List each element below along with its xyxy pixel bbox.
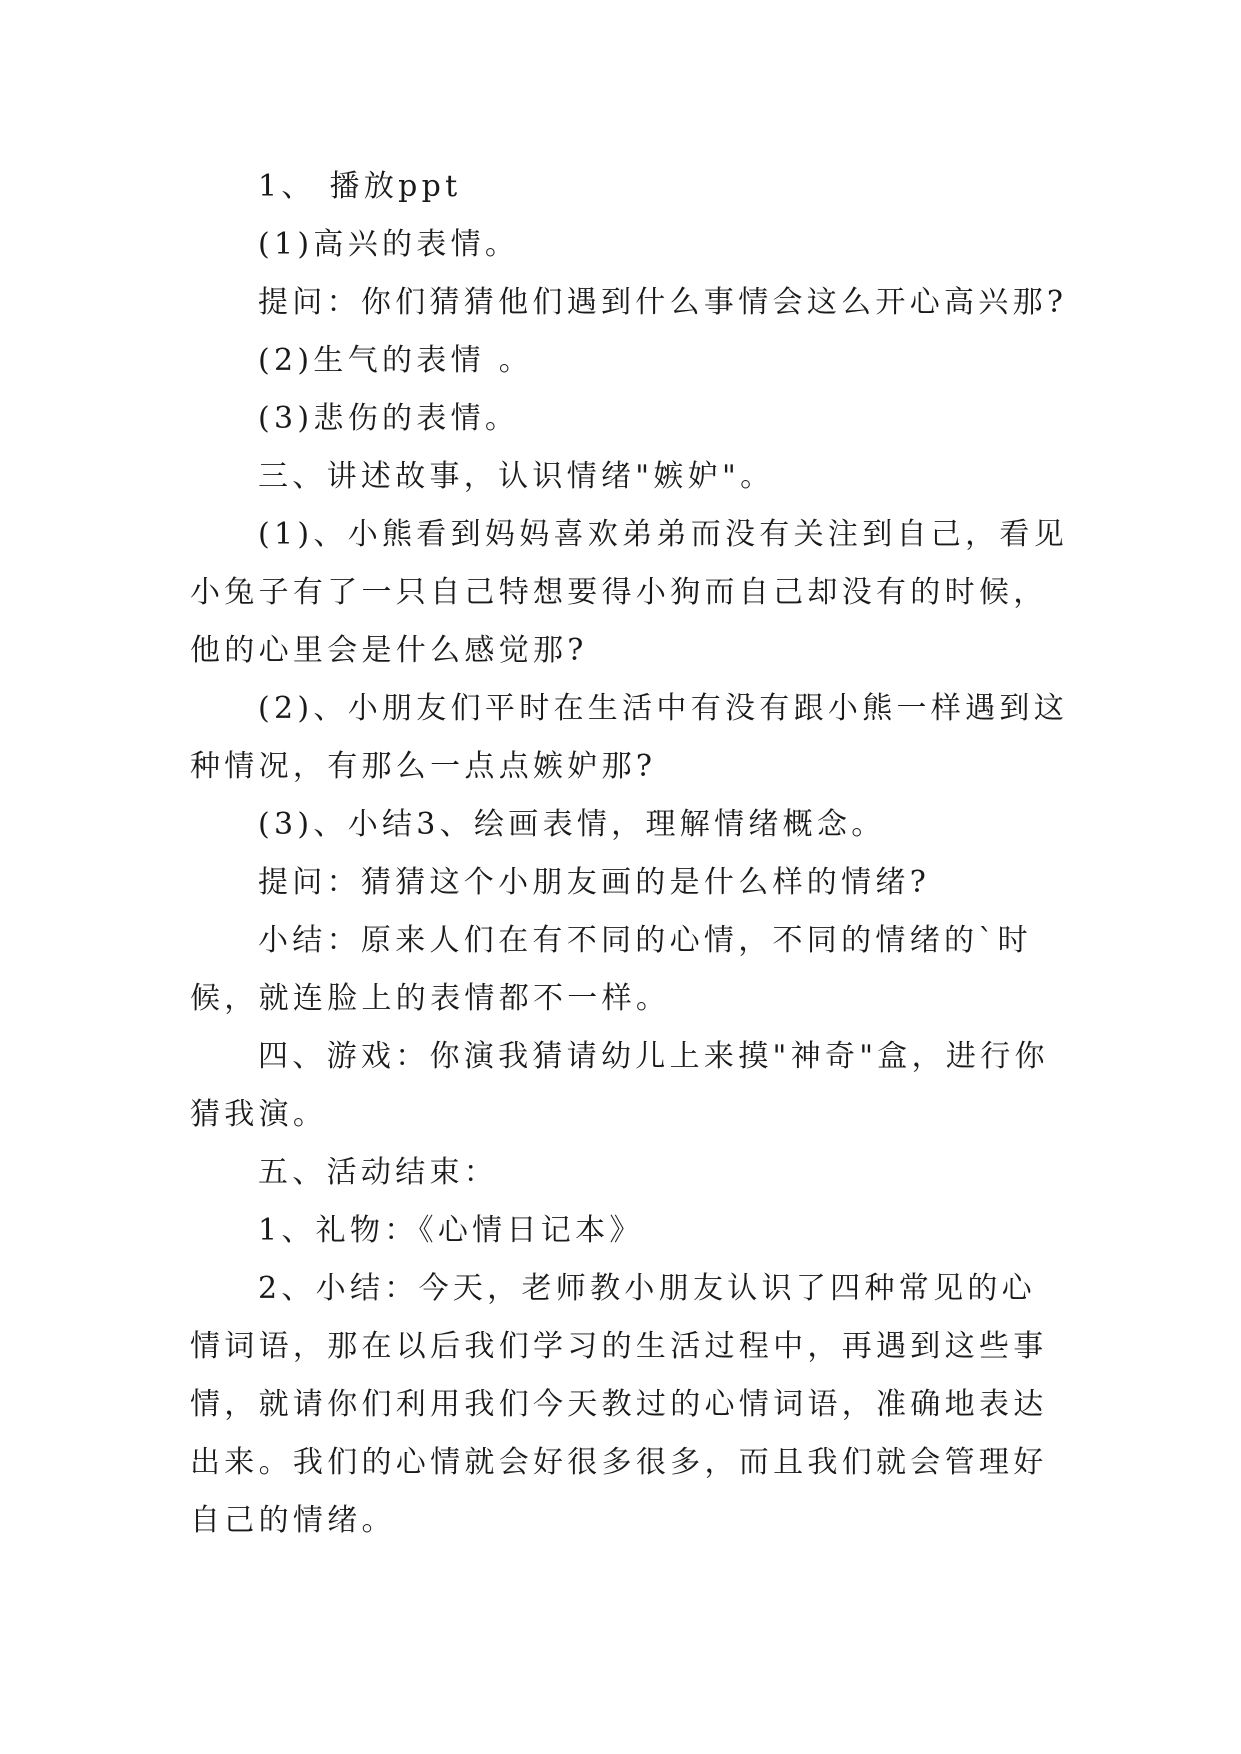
section-heading: 五、活动结束： <box>258 1155 499 1190</box>
paragraph: 小结：原来人们在有不同的心情，不同的情绪的`时候，就连脸上的表情都不一样。 <box>190 923 1032 1016</box>
paragraph: 2、小结：今天，老师教小朋友认识了四种常见的心情词语，那在以后我们学习的生活过程中，再遇到这些事情，就请你们利用我们今天教过的心情词语，准确地表达出来。我们的心情就会好很多很多，而且我们就会管理好自己的情绪。 <box>190 1271 1048 1538</box>
paragraph: (3)、小结3、绘画表情，理解情绪概念。 <box>258 807 886 842</box>
section-heading: 四、游戏：你演我猜请幼儿上来摸"神奇"盒，进行你猜我演。 <box>190 1039 1049 1132</box>
paragraph: 1、礼物：《心情日记本》 <box>258 1213 644 1248</box>
paragraph: (3)悲伤的表情。 <box>258 401 520 436</box>
paragraph: (2)生气的表情 。 <box>258 343 534 378</box>
paragraph: (1)、小熊看到妈妈喜欢弟弟而没有关注到自己，看见小兔子有了一只自己特想要得小狗而自己却没有的时候，他的心里会是什么感觉那? <box>190 517 1068 668</box>
paragraph: 提问：猜猜这个小朋友画的是什么样的情绪? <box>258 865 931 900</box>
paragraph: 1、 播放ppt <box>258 169 462 204</box>
section-heading: 三、讲述故事，认识情绪"嫉妒"。 <box>258 459 775 494</box>
paragraph: 提问：你们猜猜他们遇到什么事情会这么开心高兴那? <box>258 285 1068 320</box>
paragraph: (2)、小朋友们平时在生活中有没有跟小熊一样遇到这种情况，有那么一点点嫉妒那? <box>190 691 1068 784</box>
document-body <box>190 158 1070 1550</box>
paragraph: (1)高兴的表情。 <box>258 227 520 262</box>
